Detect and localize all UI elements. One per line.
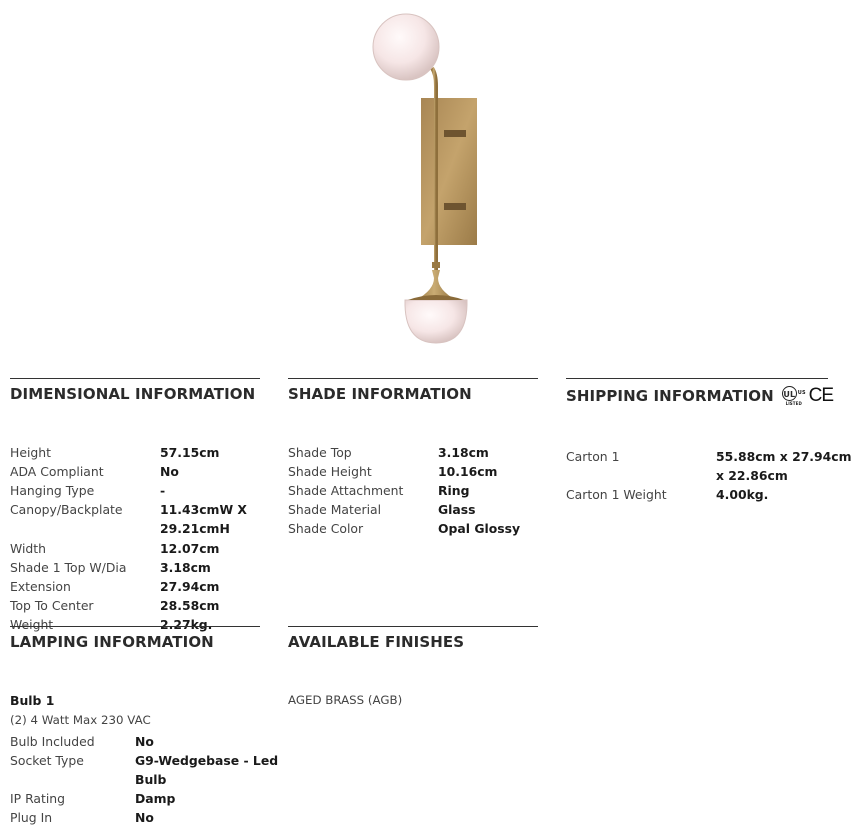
spec-value: 12.07cm [160, 541, 220, 556]
lamping-section [10, 626, 279, 825]
ce-mark-icon: CE [808, 385, 834, 406]
spec-label: Top To Center [10, 598, 94, 613]
ul-listed-icon [782, 386, 806, 406]
ul-country: US [797, 390, 806, 396]
spec-label: Carton 1 Weight [566, 487, 667, 502]
spec-value: 10.16cm [438, 464, 498, 479]
spec-label: Shade Attachment [288, 483, 404, 498]
dimensional-section [10, 378, 260, 632]
shade-title: SHADE INFORMATION [288, 385, 472, 403]
spec-value: 55.88cm x 27.94cm [716, 449, 852, 464]
spec-value: Glass [438, 502, 476, 517]
spec-label: Shade 1 Top W/Dia [10, 560, 127, 575]
spec-value: Damp [135, 791, 176, 806]
bulb-description: (2) 4 Watt Max 230 VAC [10, 713, 151, 727]
spec-value: Opal Glossy [438, 521, 521, 536]
upper-globe [373, 14, 439, 80]
spec-label: Canopy/Backplate [10, 502, 123, 517]
spec-label: ADA Compliant [10, 464, 104, 479]
dimensional-title: DIMENSIONAL INFORMATION [10, 385, 256, 403]
spec-value: 28.58cm [160, 598, 220, 613]
wall-sconce-illustration [360, 8, 500, 348]
spec-value-continued: x 22.86cm [716, 468, 788, 483]
finishes-section [288, 626, 538, 707]
ul-listed-label: LISTED [785, 401, 802, 406]
spec-value: No [135, 810, 154, 825]
ul-mark: UL [782, 386, 797, 401]
spec-value: No [135, 734, 154, 749]
spec-label: Weight [10, 617, 54, 632]
spec-value-continued: Bulb [135, 772, 167, 787]
shipping-title-text: SHIPPING INFORMATION [566, 387, 774, 405]
shipping-section [566, 378, 852, 502]
finish-item: AGED BRASS (AGB) [288, 693, 403, 707]
finishes-title: AVAILABLE FINISHES [288, 633, 465, 651]
spec-value: G9-Wedgebase - Led [135, 753, 279, 768]
spec-label: Shade Material [288, 502, 382, 517]
spec-label: Shade Top [288, 445, 352, 460]
spec-value: 11.43cmW X [160, 502, 247, 517]
spec-value: 4.00kg. [716, 487, 769, 502]
spec-value: No [160, 464, 179, 479]
spec-value: 2.27kg. [160, 617, 213, 632]
product-image [360, 8, 500, 348]
spec-label: Bulb Included [10, 734, 95, 749]
spec-label: Plug In [10, 810, 53, 825]
backplate [421, 98, 477, 245]
spec-value: Ring [438, 483, 470, 498]
spec-value: 27.94cm [160, 579, 220, 594]
spec-label: Socket Type [10, 753, 84, 768]
lamping-title: LAMPING INFORMATION [10, 633, 214, 651]
spec-value: 3.18cm [438, 445, 489, 460]
spec-label: Extension [10, 579, 71, 594]
shipping-title [566, 379, 834, 407]
bulb-title-text: Bulb 1 [10, 693, 55, 708]
spec-label: Height [10, 445, 51, 460]
spec-label: Shade Height [288, 464, 372, 479]
spec-label: Shade Color [288, 521, 364, 536]
spec-label: Width [10, 541, 46, 556]
spec-value-continued: 29.21cmH [160, 521, 230, 536]
spec-label: Hanging Type [10, 483, 95, 498]
certification-marks [782, 385, 833, 407]
spec-value: 57.15cm [160, 445, 220, 460]
shade-section [288, 378, 538, 536]
spec-value: - [160, 483, 166, 498]
spec-label: IP Rating [10, 791, 66, 806]
spec-value: 3.18cm [160, 560, 211, 575]
spec-label: Carton 1 [566, 449, 620, 464]
lower-globe [405, 300, 467, 343]
